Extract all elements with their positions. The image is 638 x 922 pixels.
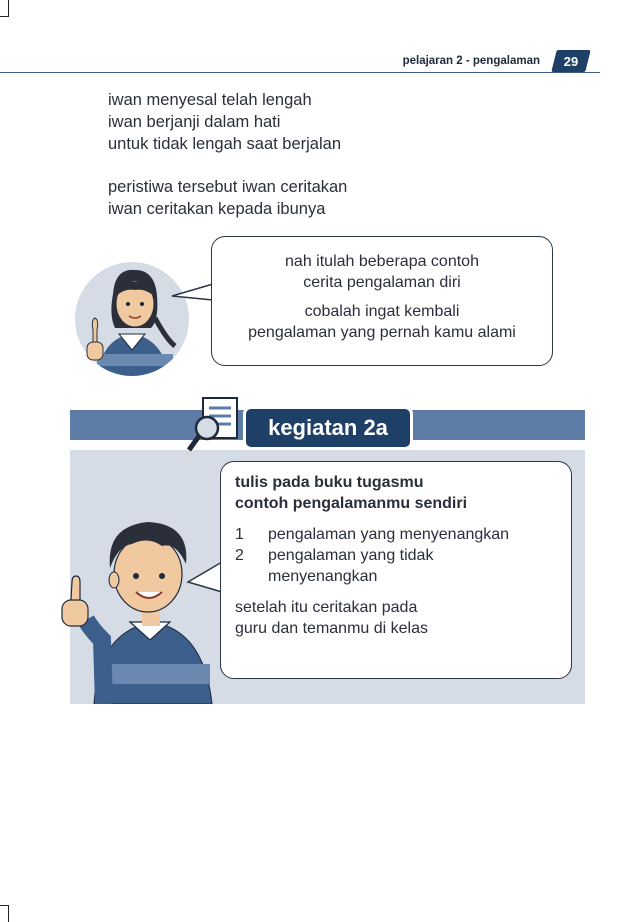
bubble-line: cerita pengalaman diri <box>303 274 461 291</box>
bubble-block-1 <box>212 251 552 293</box>
activity-title: kegiatan 2a <box>243 406 413 450</box>
task-item <box>235 545 571 587</box>
closing-instruction <box>235 597 571 639</box>
girl-illustration <box>75 258 190 380</box>
crop-mark-top <box>0 0 9 17</box>
instruction-line: tulis pada buku tugasmu <box>235 474 424 491</box>
story-line: iwan menyesal telah lengah <box>108 91 312 109</box>
story-line: untuk tidak lengah saat berjalan <box>108 135 341 153</box>
task-item <box>235 524 571 545</box>
bubble-line: pengalaman yang pernah kamu alami <box>248 324 516 341</box>
closing-line: guru dan temanmu di kelas <box>235 620 428 637</box>
task-number: 1 <box>235 526 244 543</box>
task-text: pengalaman yang menyenangkan <box>268 526 510 543</box>
story-paragraph-2 <box>108 176 347 220</box>
story-line: iwan ceritakan kepada ibunya <box>108 200 326 218</box>
instruction-line: contoh pengalamanmu sendiri <box>235 495 468 512</box>
task-text-line: pengalaman yang tidak <box>268 547 434 564</box>
story-paragraph-1 <box>108 89 341 155</box>
bubble-line: nah itulah beberapa contoh <box>285 253 479 270</box>
task-list <box>235 524 571 587</box>
task-text-line: menyenangkan <box>268 568 378 585</box>
boy-illustration <box>52 512 222 704</box>
document-magnifier-icon <box>185 394 245 454</box>
speech-bubble <box>211 236 553 366</box>
page-header <box>0 48 638 78</box>
page-number: 29 <box>563 54 578 69</box>
header-rule <box>0 72 600 73</box>
closing-line: setelah itu ceritakan pada <box>235 599 418 616</box>
bubble-line: cobalah ingat kembali <box>304 303 460 320</box>
page-number-badge <box>551 50 590 72</box>
bubble-tail <box>170 282 214 302</box>
story-line: iwan berjanji dalam hati <box>108 113 281 131</box>
bubble-tail <box>186 560 224 596</box>
crop-mark-bottom <box>0 905 9 922</box>
instruction-bubble <box>220 461 572 679</box>
bubble-block-2 <box>212 301 552 343</box>
task-text <box>268 545 433 587</box>
chapter-title: pelajaran 2 - pengalaman <box>402 55 540 67</box>
story-line: peristiwa tersebut iwan ceritakan <box>108 178 348 196</box>
task-number: 2 <box>235 547 244 564</box>
